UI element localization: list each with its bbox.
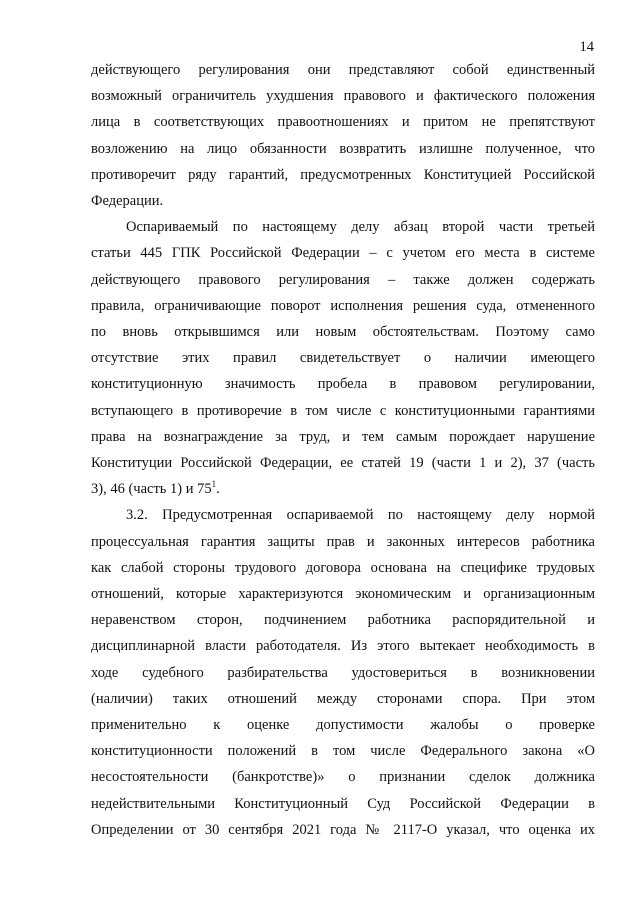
text-line-with-footnote: [91, 476, 595, 502]
document-body: [91, 57, 595, 843]
text-line: правила, ограничивающие поворот исполнения решения суда, отмененного: [91, 297, 595, 314]
paragraph-2: [91, 214, 595, 502]
text-line: (наличии) таких отношений между сторонами спора. При этом: [91, 690, 595, 707]
text-line: 3.2. Предусмотренная оспариваемой по настоящему делу нормой: [126, 507, 595, 524]
sentence-end: .: [216, 481, 220, 498]
text-line: противоречит ряду гарантий, предусмотренных Конституцией Российской: [91, 166, 595, 183]
text-line: по вновь открывшимся или новым обстоятельствам. Поэтому само: [91, 324, 595, 341]
text-line: действующего регулирования они представляют собой единственный: [91, 62, 595, 78]
text-line: ходе судебного разбирательства удостовериться в возникновении: [91, 664, 595, 681]
text-line: неравенством сторон, подчинением работника распорядительной и: [91, 612, 595, 629]
text-line: как слабой стороны трудового договора основана на специфике трудовых: [91, 559, 595, 576]
text-line: вступающего в противоречие в том числе с конституционными гарантиями: [91, 402, 595, 419]
text-line: права на вознаграждение за труд, и тем самым порождает нарушение: [91, 428, 595, 445]
page-number: 14: [579, 39, 594, 55]
paragraph-1: [91, 57, 595, 214]
text-line: несостоятельности (банкротстве)» о признании сделок должника: [91, 769, 595, 786]
paragraph-3: [91, 502, 595, 843]
text-line: Оспариваемый по настоящему делу абзац второй части третьей: [126, 219, 595, 236]
text-line: возможный ограничитель ухудшения правового и фактического положения: [91, 88, 595, 105]
text-line: Конституции Российской Федерации, ее статей 19 (части 1 и 2), 37 (часть: [91, 455, 595, 472]
text-line: статьи 445 ГПК Российской Федерации – с учетом его места в системе: [91, 245, 595, 262]
text-line: действующего правового регулирования – также должен содержать: [91, 271, 595, 288]
text-line: дисциплинарной власти работодателя. Из этого вытекает необходимость в: [91, 638, 595, 655]
text-line: отсутствие этих правил свидетельствует о наличии имеющего: [91, 350, 595, 367]
text-line: отношений, которые характеризуются экономическим и организационным: [91, 586, 595, 603]
text-line: 3), 46 (часть 1) и 75: [91, 481, 212, 498]
text-line: недействительными Конституционный Суд Российской Федерации в: [91, 795, 595, 812]
footnote-reference[interactable]: 1: [211, 479, 217, 490]
text-line: применительно к оценке допустимости жалобы о проверке: [91, 717, 595, 734]
text-line: возложению на лицо обязанности возвратить излишне полученное, что: [91, 140, 595, 157]
text-line: лица в соответствующих правоотношениях и притом не препятствуют: [91, 114, 595, 131]
text-line: конституционную значимость пробела в правовом регулировании,: [91, 376, 595, 393]
text-line: Федерации.: [91, 193, 164, 210]
text-line: конституционности положений в том числе Федерального закона «О: [91, 743, 595, 760]
text-line: процессуальная гарантия защиты прав и законных интересов работника: [91, 533, 595, 550]
text-line: Определении от 30 сентября 2021 года № 2117-О указал, что оценка их: [91, 821, 595, 838]
